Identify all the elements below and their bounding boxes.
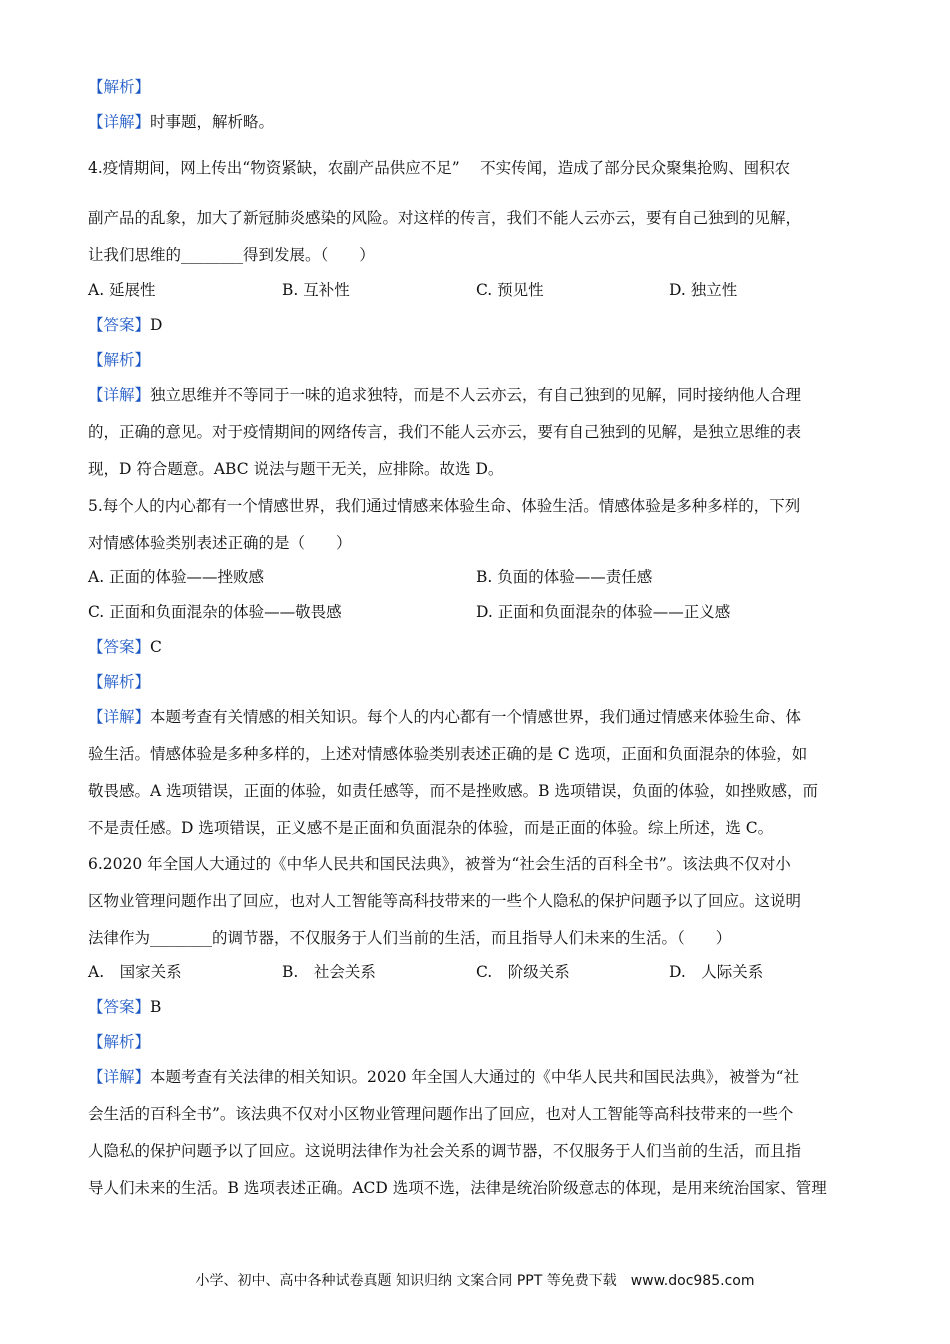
answer-label: 【答案】: [88, 998, 151, 1016]
q6-explanation-line-3: 人隐私的保护问题予以了回应。这说明法律作为社会关系的调节器，不仅服务于人们当前的生活，而且指: [88, 1142, 802, 1160]
q5-option-d: D. 正面和负面混杂的体验——正义感: [476, 603, 731, 621]
q6-explanation-line-4: 导人们未来的生活。B 选项表述正确。ACD 选项不选，法律是统治阶级意志的体现，是用来统治国家、管理: [88, 1179, 827, 1197]
q4-option-d: D. 独立性: [669, 281, 738, 299]
q6-answer-line: [88, 996, 868, 1018]
detail-text: 时事题，解析略。: [150, 113, 275, 131]
q5-answer: C: [150, 638, 162, 656]
q5-stem-line-1: 5.每个人的内心都有一个情感世界，我们通过情感来体验生命、体验生活。情感体验是多种多样的，下列: [88, 497, 801, 515]
q5-explanation-line-4: 不是责任感。D 选项错误，正义感不是正面和负面混杂的体验，而是正面的体验。综上所述，选 C。: [88, 819, 774, 837]
q5-explanation-line-1: [88, 706, 868, 728]
q5-stem-line-2: 对情感体验类别表述正确的是（ ）: [88, 534, 352, 552]
q4-stem-line-2: 副产品的乱象，加大了新冠肺炎感染的风险。对这样的传言，我们不能人云亦云，要有自己独到的见解，: [88, 209, 802, 227]
q6-option-b: B. 社会关系: [282, 963, 376, 981]
q6-option-c: C. 阶级关系: [476, 963, 570, 981]
q4-stem-line-1: 4.疫情期间，网上传出“物资紧缺，农副产品供应不足” 不实传闻，造成了部分民众聚集抢购、囤积农: [88, 159, 791, 177]
q5-option-c: C. 正面和负面混杂的体验——敬畏感: [88, 603, 342, 621]
answer-label: 【答案】: [88, 316, 151, 334]
q5-option-a: A. 正面的体验——挫败感: [88, 568, 265, 586]
q6-option-a: A. 国家关系: [88, 963, 182, 981]
analysis-label: 【解析】: [88, 78, 151, 96]
q6-explanation-line-1: [88, 1066, 868, 1088]
q6-stem-line-3: 法律作为________的调节器，不仅服务于人们当前的生活，而且指导人们未来的生活。（ ）: [88, 929, 732, 947]
q6-stem-line-2: 区物业管理问题作出了回应，也对人工智能等高科技带来的一些个人隐私的保护问题予以了回应。这说明: [88, 892, 802, 910]
q6-explanation-text: 本题考查有关法律的相关知识。2020 年全国人大通过的《中华人民共和国民法典》，被誉为“社: [150, 1068, 800, 1086]
detail-label: 【详解】: [88, 708, 151, 726]
q5-explanation-line-3: 敬畏感。A 选项错误，正面的体验，如责任感等，而不是挫败感。B 选项错误，负面的体验，如挫败感，而: [88, 782, 818, 800]
q6-stem-line-1: 6.2020 年全国人大通过的《中华人民共和国民法典》，被誉为“社会生活的百科全书”。该法典不仅对小: [88, 855, 791, 873]
page-footer: 小学、初中、高中各种试卷真题 知识归纳 文案合同 PPT 等免费下载 www.doc985.com: [195, 1273, 755, 1289]
q4-explanation-line-2: 的，正确的意见。对于疫情期间的网络传言，我们不能人云亦云，要有自己独到的见解，是独立思维的表: [88, 423, 802, 441]
detail-label: 【详解】: [88, 113, 151, 131]
q6-explanation-line-2: 会生活的百科全书”。该法典不仅对小区物业管理问题作出了回应，也对人工智能等高科技带来的一些个: [88, 1105, 794, 1123]
q4-stem-line-3: 让我们思维的________得到发展。（ ）: [88, 246, 375, 264]
q4-option-a: A. 延展性: [88, 281, 156, 299]
q4-explanation-line-1: [88, 384, 868, 406]
q6-answer: B: [150, 998, 162, 1016]
q4-answer: D: [150, 316, 163, 334]
q5-answer-line: [88, 636, 868, 658]
q4-option-b: B. 互补性: [282, 281, 350, 299]
analysis-label: 【解析】: [88, 351, 151, 369]
q4-explanation-line-3: 现，D 符合题意。ABC 说法与题干无关，应排除。故选 D。: [88, 460, 504, 478]
q4-option-c: C. 预见性: [476, 281, 544, 299]
q6-option-d: D. 人际关系: [669, 963, 764, 981]
q5-option-b: B. 负面的体验——责任感: [476, 568, 653, 586]
q5-explanation-line-2: 验生活。情感体验是多种多样的，上述对情感体验类别表述正确的是 C 选项，正面和负面混杂的体验，如: [88, 745, 808, 763]
answer-label: 【答案】: [88, 638, 151, 656]
detail-label: 【详解】: [88, 1068, 151, 1086]
analysis-label: 【解析】: [88, 673, 151, 691]
q5-explanation-text: 本题考查有关情感的相关知识。每个人的内心都有一个情感世界，我们通过情感来体验生命、体: [150, 708, 802, 726]
detail-label: 【详解】: [88, 386, 151, 404]
q4-explanation-text: 独立思维并不等同于一味的追求独特，而是不人云亦云，有自己独到的见解，同时接纳他人合理: [150, 386, 802, 404]
detail-line: [88, 111, 868, 133]
q4-answer-line: [88, 314, 868, 336]
analysis-label: 【解析】: [88, 1033, 151, 1051]
